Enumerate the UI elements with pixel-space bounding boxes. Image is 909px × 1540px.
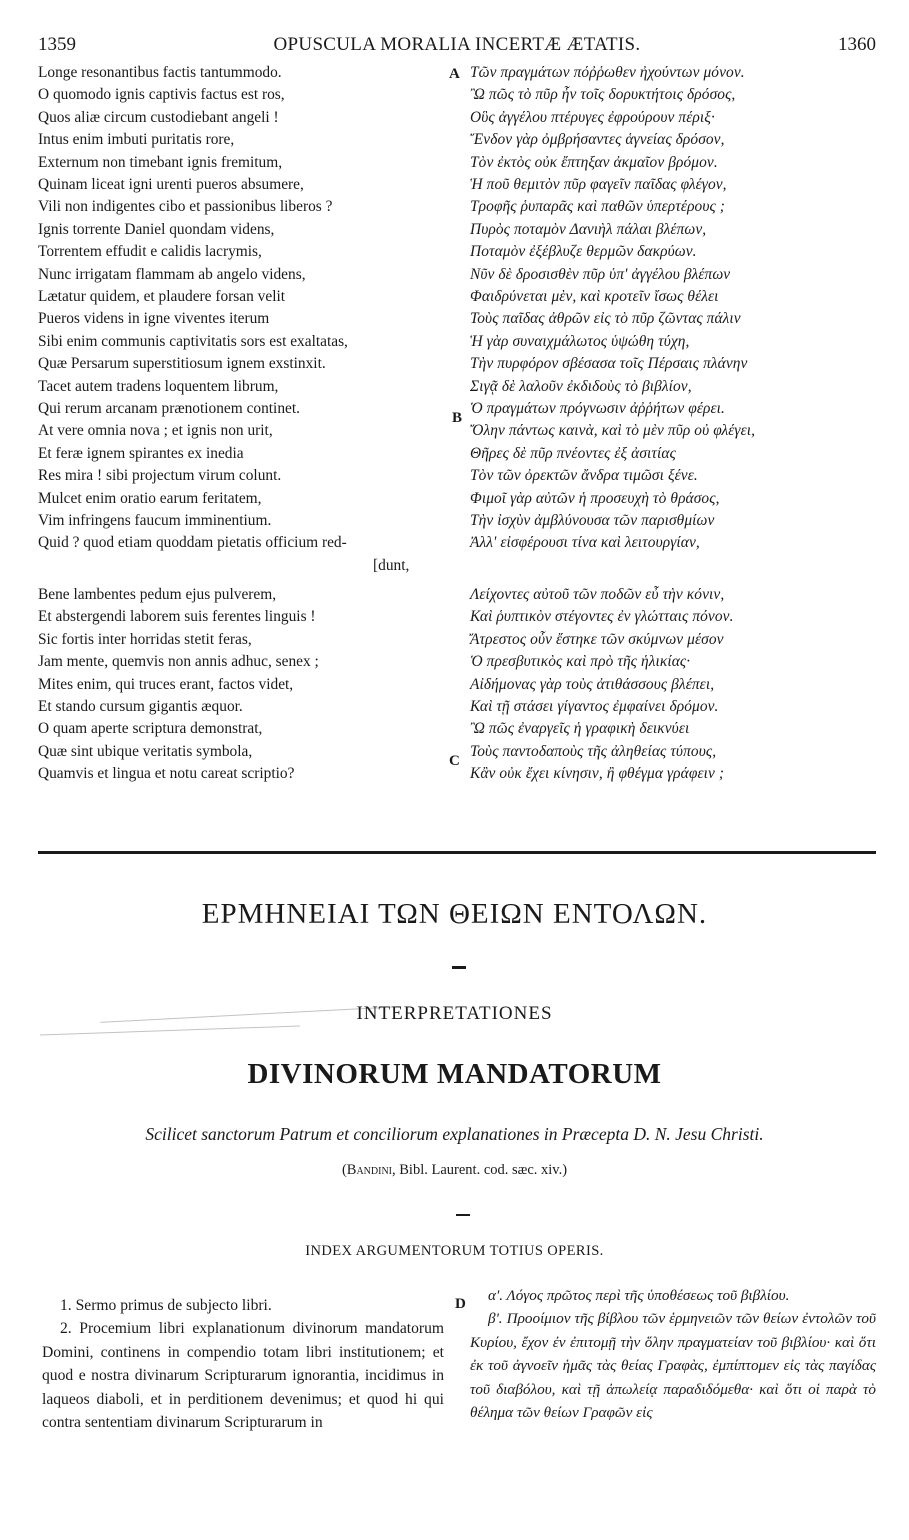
- greek-line: Ὢ πῶς ἐναργεῖς ἡ γραφικὴ δεικνύει: [470, 720, 690, 738]
- margin-letter-c: C: [449, 753, 460, 769]
- greek-line: Σιγᾷ δὲ λαλοῦν ἐκδιδοὺς τὸ βιβλίον,: [470, 377, 692, 395]
- latin-line: Torrentem effudit e calidis lacrymis,: [38, 243, 262, 261]
- latin-line: O quomodo ignis captivis factus est ros,: [38, 86, 285, 104]
- greek-line: Ποταμὸν ἐξέβλυζε θερμῶν δακρύων.: [470, 243, 697, 261]
- greek-line: Οὓς ἀγγέλου πτέρυγες ἐφρούρουν πέριξ·: [470, 108, 715, 126]
- latin-line: Nunc irrigatam flammam ab angelo videns,: [38, 265, 306, 283]
- greek-line: Ἄτρεστος οὖν ἔστηκε τῶν σκύμνων μέσον: [470, 630, 724, 648]
- greek-line: Τὸν τῶν ὀρεκτῶν ἄνδρα τιμῶσι ξένε.: [470, 467, 698, 485]
- latin-line: Quæ sint ubique veritatis symbola,: [38, 742, 253, 760]
- latin-line: Res mira ! sibi projectum virum colunt.: [38, 467, 282, 485]
- latin-line: Quos aliæ circum custodiebant angeli !: [38, 108, 279, 126]
- latin-line: Quinam liceat igni urenti pueros absumere,: [38, 176, 304, 193]
- index-greek-item-2: β'. Προοίμιον τῆς βίβλου τῶν ἑρμηνειῶν τῶν θείων ἐντολῶν τοῦ Κυρίου, ἔχον ἐν ἐπιτομῇ τὴν ὅλην πραγματείαν τοῦ βιβλίου· καὶ ὅτι ἐκ τοῦ ἀγνοεῖν ἡμᾶς τὰς θείας Γραφὰς, ἐμπίπτομεν εἰς τὰς παγίδας τοῦ διαβόλου, καὶ τῇ ἀπωλείᾳ παραδιδόμεθα· καὶ ὅτι οἱ παρὰ τὸ θέλημα τῶν θείων Γραφῶν εἰς: [470, 1310, 876, 1422]
- page-number-left: 1359: [38, 34, 76, 55]
- latin-line: Pueros videns in igne viventes iterum: [38, 310, 270, 328]
- index-heading: INDEX ARGUMENTORUM TOTIUS OPERIS.: [305, 1243, 604, 1259]
- greek-line: Τοὺς παῖδας ἀθρῶν εἰς τὸ πῦρ ζῶντας πάλιν: [470, 310, 741, 328]
- greek-line: Τῶν πραγμάτων πόῤῥωθεν ἠχούντων μόνον.: [470, 64, 745, 81]
- margin-letter-b: B: [452, 410, 463, 426]
- running-header: [38, 34, 876, 60]
- index-latin-item-1: 1. Sermo primus de subjecto libri.: [60, 1297, 272, 1314]
- greek-line: Τὴν πυρφόρον σβέσασα τοῖς Πέρσαις πλάνην: [470, 355, 748, 373]
- greek-line: Ἡ γὰρ συναιχμάλωτος ὑψώθη τύχη,: [470, 332, 690, 350]
- page-number-right: 1360: [838, 34, 876, 55]
- latin-line: Vim infringens faucum imminentium.: [38, 512, 272, 529]
- index-greek-item-1: α'. Λόγος πρῶτος περὶ τῆς ὑποθέσεως τοῦ βιβλίου.: [488, 1287, 790, 1304]
- margin-letter-d: D: [455, 1296, 466, 1312]
- greek-line: Τροφῆς ῥυπαρᾶς καὶ παθῶν ὑπερτέρους ;: [470, 198, 726, 216]
- source-paren: (: [341, 1162, 347, 1178]
- source-author: Bandini: [346, 1162, 392, 1178]
- greek-line: Τὸν ἐκτὸς οὐκ ἔπτηξαν ἀκμαῖον βρόμον.: [470, 153, 718, 171]
- greek-line: Φαιδρύνεται μὲν, καὶ κροτεῖν ἴσως θέλει: [470, 288, 719, 305]
- latin-line: Mites enim, qui truces erant, factos videt,: [38, 675, 294, 693]
- latin-line: O quam aperte scriptura demonstrat,: [38, 720, 263, 738]
- greek-line: Ὄλην πάντως καινὰ, καὶ τὸ μὲν πῦρ οὐ φλέγει,: [470, 422, 756, 440]
- greek-line: Καὶ τῇ στάσει γίγαντος ἐμφαίνει δρόμον.: [470, 698, 719, 715]
- latin-line: Ignis torrente Daniel quondam videns,: [38, 220, 275, 238]
- index-latin-item-2: 2. Procemium libri explanationum divinorum mandatorum Domini, continens in compendio totam libri institutionem; et quod e nostra divinarum Scripturarum ignorantia, incidimus in laqueos diaboli, et in perditionem devenimus; et quod hi qui contra sententiam divinarum Scripturarum in: [42, 1320, 444, 1432]
- latin-line: Vili non indigentes cibo et passionibus liberos ?: [38, 198, 333, 216]
- latin-line: Qui rerum arcanam prænotionem continet.: [38, 400, 300, 417]
- margin-letter-a: A: [449, 66, 460, 82]
- greek-line: Πυρὸς ποταμὸν Δανιὴλ πάλαι βλέπων,: [470, 220, 707, 238]
- greek-line: Ἔνδον γὰρ ὀμβρήσαντες ἁγνείας δρόσον,: [470, 131, 725, 149]
- short-rule: [456, 1214, 470, 1216]
- latin-line: Sibi enim communis captivitatis sors est exaltatas,: [38, 332, 348, 350]
- latin-line: Et feræ ignem spirantes ex inedia: [38, 444, 244, 462]
- latin-line: Tacet autem tradens loquentem librum,: [38, 377, 279, 395]
- section-rule: [38, 851, 876, 854]
- latin-line: Sic fortis inter horridas stetit feras,: [38, 630, 252, 648]
- latin-line: At vere omnia nova ; et ignis non urit,: [38, 422, 273, 440]
- latin-line: Jam mente, quemvis non annis adhuc, senex ;: [38, 653, 319, 671]
- latin-line: Quamvis et lingua et notu careat scriptio?: [38, 765, 295, 783]
- latin-line-turnover: [dunt,: [373, 556, 410, 574]
- latin-line: Lætatur quidem, et plaudere forsan velit: [38, 288, 286, 305]
- scan-streak: [40, 1025, 300, 1035]
- greek-line: Τοὺς παντοδαποὺς τῆς ἀληθείας τύπους,: [470, 742, 717, 760]
- greek-line: Ὢ πῶς τὸ πῦρ ἦν τοῖς δορυκτήτοις δρόσος,: [470, 86, 736, 104]
- latin-line: Externum non timebant ignis fremitum,: [38, 153, 283, 171]
- greek-line: Αἰδήμονας γὰρ τοὺς ἀτιθάσσους βλέπει,: [470, 675, 715, 693]
- latin-title-interpretationes: INTERPRETATIONES: [356, 1003, 553, 1024]
- greek-line: Ἀλλ' εἰσφέρουσι τίνα καὶ λειτουργίαν,: [470, 534, 700, 552]
- greek-line: Φιμοῖ γὰρ αὐτῶν ἡ προσευχὴ τὸ θράσος,: [470, 489, 720, 507]
- latin-title-divinorum-mandatorum: DIVINORUM MANDATORUM: [247, 1058, 662, 1090]
- latin-line: Intus enim imbuti puritatis rore,: [38, 131, 235, 149]
- greek-line: Ὁ πρεσβυτικὸς καὶ πρὸ τῆς ἡλικίας·: [470, 653, 691, 671]
- latin-line: Quæ Persarum superstitiosum ignem exstinxit.: [38, 355, 326, 373]
- greek-line: Ὁ πραγμάτων πρόγνωσιν ἀῤῥήτων φέρει.: [470, 400, 725, 417]
- greek-line: Νῦν δὲ δροσισθὲν πῦρ ὑπ' ἀγγέλου βλέπων: [470, 265, 731, 283]
- latin-line: Mulcet enim oratio earum feritatem,: [38, 489, 262, 507]
- greek-line: Ἡ ποῦ θεμιτὸν πῦρ φαγεῖν παῖδας φλέγον,: [470, 176, 727, 193]
- latin-line: Longe resonantibus factis tantummodo.: [38, 64, 282, 81]
- latin-line: Et abstergendi laborem suis ferentes linguis !: [38, 608, 316, 626]
- greek-line: Κἂν οὐκ ἔχει κίνησιν, ἢ φθέγμα γράφειν ;: [470, 765, 725, 783]
- greek-line: Τὴν ἰσχὺν ἀμβλύνουσα τῶν παρισθμίων: [470, 512, 715, 529]
- greek-line: Θῆρες δὲ πῦρ πνέοντες ἐξ ἀσιτίας: [470, 444, 676, 462]
- index-greek-column: [470, 1284, 876, 1424]
- source-citation: [0, 1162, 909, 1179]
- running-title: OPUSCULA MORALIA INCERTÆ ÆTATIS.: [273, 34, 641, 55]
- latin-line: Quid ? quod etiam quoddam pietatis officium red-: [38, 534, 347, 552]
- latin-line: Et stando cursum gigantis æquor.: [38, 698, 243, 715]
- title-dash: [452, 966, 466, 969]
- subtitle: Scilicet sanctorum Patrum et conciliorum explanationes in Præcepta D. N. Jesu Christi.: [145, 1124, 764, 1144]
- source-rest: , Bibl. Laurent. cod. sæc. xiv.): [392, 1162, 568, 1178]
- greek-line: Λείχοντες αὐτοῦ τῶν ποδῶν εὖ τὴν κόνιν,: [470, 586, 725, 603]
- index-latin-column: [42, 1294, 444, 1434]
- latin-line: Bene lambentes pedum ejus pulverem,: [38, 586, 277, 603]
- greek-section-title: ΕΡΜΗΝΕΙΑΙ ΤΩΝ ΘΕΙΩΝ ΕΝΤΟΛΩΝ.: [201, 898, 708, 930]
- greek-line: Καὶ ῥυπτικὸν στέγοντες ἐν γλώτταις πόνον.: [470, 608, 734, 626]
